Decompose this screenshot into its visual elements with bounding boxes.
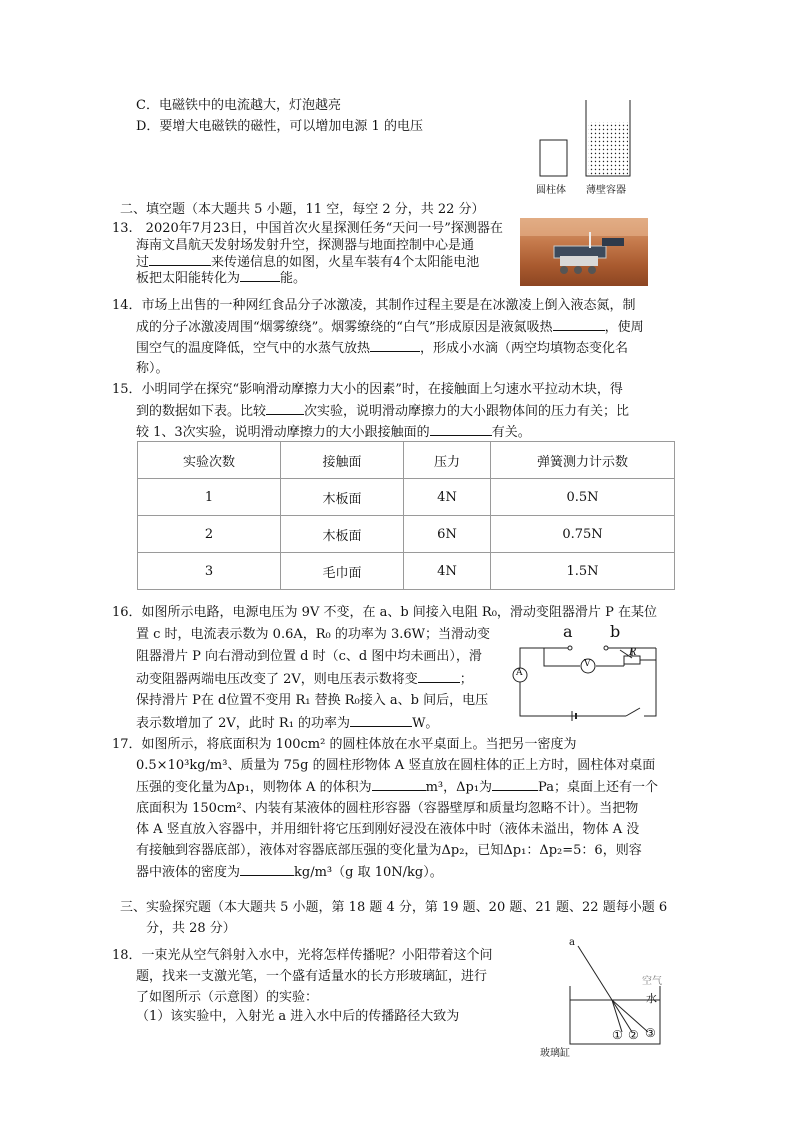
mars-rover-photo <box>520 218 648 286</box>
q13-line4-b: 能。 <box>280 271 307 286</box>
section3-title: 三、实验探究题（本大题共 5 小题，第 18 题 4 分，第 19 题、20 题、21 题、22 题每小题 6 <box>120 900 668 915</box>
q13-line2: 海南文昌航天发射场发射升空，探测器与地面控制中心是通 <box>136 238 475 253</box>
switch-lever <box>626 708 640 716</box>
container-label: 薄壁容器 <box>586 185 626 196</box>
q15-line3-b: 有关。 <box>491 425 531 440</box>
table-cell: 1 <box>138 479 281 516</box>
q18-line2: 题，找来一支激光笔，一个盛有适量水的长方形玻璃缸，进行 <box>136 969 488 984</box>
ray-label-3: ③ <box>645 1026 656 1040</box>
q17-blank1[interactable] <box>372 778 426 791</box>
q13-line4-a: 板把太阳能转化为 <box>136 271 241 286</box>
q15-blank2[interactable] <box>430 423 492 436</box>
cylinder-shape <box>540 140 567 176</box>
terminal-b <box>604 646 608 650</box>
q16-line5: 保持滑片 P在 d位置不变用 R₁ 替换 R₀接入 a、b 间后，电压 <box>136 693 489 708</box>
q14-line2 <box>136 318 644 337</box>
cylinder-label: 圆柱体 <box>536 185 566 196</box>
q14-line1: 14．市场上出售的一种网红食品分子冰激凌，其制作过程主要是在冰激凌上倒入液态氮，制 <box>112 298 636 313</box>
q17-line3-c: Pa；桌面上还有一个 <box>538 780 658 795</box>
table-cell: 1.5N <box>491 553 675 590</box>
q17-line4: 底面积为 150cm²、内装有某液体的圆柱形容器（容器壁厚和质量均忽略不计）。当把物 <box>136 801 639 816</box>
q16-line4 <box>136 670 473 689</box>
table-row <box>138 479 675 516</box>
q15-line2 <box>136 402 629 421</box>
q16-blank2[interactable] <box>350 714 412 727</box>
water-label: 水 <box>646 992 657 1005</box>
table-cell: 木板面 <box>281 479 404 516</box>
table-cell: 4N <box>404 479 491 516</box>
q16-line3: 阻器滑片 P 向右滑动到位置 d 时（c、d 图中均未画出），滑 <box>136 649 482 664</box>
q13-blank2[interactable] <box>240 269 280 282</box>
q14-line3-b: ，形成小水滴（两空均填物态变化名 <box>420 341 629 356</box>
terminal-a <box>568 646 572 650</box>
q17-line7-a: 器中液体的密度为 <box>136 865 241 880</box>
q13-line3-a: 过 <box>136 255 150 270</box>
q17-line3 <box>136 778 658 797</box>
q16-line6-a: 表示数增加了 2V，此时 R₁ 的功率为 <box>136 716 351 731</box>
q15-line2-a: 到的数据如下表。比较 <box>136 404 267 419</box>
q16-line2: 置 c 时，电流表示数为 0.6A，R₀ 的功率为 3.6W；当滑动变 <box>136 627 491 642</box>
air-label: 空气 <box>642 976 662 987</box>
table-cell: 4N <box>404 553 491 590</box>
table-cell: 木板面 <box>281 516 404 553</box>
q17-blank2[interactable] <box>492 778 538 791</box>
q17-line1: 17．如图所示，将底面积为 100cm² 的圆柱体放在水平桌面上。当把另一密度为 <box>112 737 577 752</box>
q13-line3-b: 来传递信息的如图，火星车装有4个太阳能电池 <box>211 255 480 270</box>
table-header: 接触面 <box>281 442 404 479</box>
q16-line6 <box>136 714 438 733</box>
q17-line3-a: 压强的变化量为Δp₁，则物体 A 的体积为 <box>136 780 372 795</box>
table-cell: 3 <box>138 553 281 590</box>
table-cell: 毛巾面 <box>281 553 404 590</box>
q17-line3-b: m³，Δp₁为 <box>425 780 493 795</box>
q16-line4-b: ； <box>459 672 473 687</box>
q14-line3-a: 围空气的温度降低，空气中的水蒸气放热 <box>136 341 371 356</box>
q14-line2-a: 成的分子冰激凌周围“烟雾缭绕”。烟雾缭绕的“白气”形成原因是液氮吸热 <box>136 320 553 335</box>
q15-line3-a: 较 1、3次实验，说明滑动摩擦力的大小跟接触面的 <box>136 425 430 440</box>
q16-line1: 16．如图所示电路，电源电压为 9V 不变，在 a、b 间接入电阻 R₀，滑动变阻器滑片 P 在某位 <box>112 605 657 620</box>
ray-label-a: a <box>569 937 575 948</box>
table-header: 压力 <box>404 442 491 479</box>
q14-line4: 称）。 <box>136 361 169 376</box>
ray-label-2: ② <box>628 1028 639 1042</box>
table-cell: 0.5N <box>491 479 675 516</box>
table-header-row <box>138 442 675 479</box>
incident-ray <box>578 946 612 1000</box>
q18-line3: 了如图所示（示意图）的实验： <box>136 990 319 1005</box>
q15-line2-b: 次实验，说明滑动摩擦力的大小跟物体间的压力有关；比 <box>304 404 630 419</box>
q16-blank1[interactable] <box>418 670 460 683</box>
voltmeter-label: V <box>584 659 591 669</box>
q17-line2: 0.5×10³kg/m³、质量为 75g 的圆柱形物体 A 竖直放在圆柱体的正上方时，圆柱体对桌面 <box>136 758 656 773</box>
table-cell: 0.75N <box>491 516 675 553</box>
q14-line2-b: ，使周 <box>604 320 644 335</box>
q17-line7-b: kg/m³（g 取 10N/kg）。 <box>294 865 443 880</box>
q17-line7 <box>136 863 443 882</box>
table-header: 弹簧测力计示数 <box>491 442 675 479</box>
q15-line1: 15．小明同学在探究“影响滑动摩擦力大小的因素”时，在接触面上匀速水平拉动木块，得 <box>112 382 623 397</box>
table-cell: 2 <box>138 516 281 553</box>
q13-line1: 13. 2020年7月23日，中国首次火星探测任务“天问一号”探测器在 <box>112 221 503 236</box>
circuit-diagram <box>508 628 668 724</box>
table-row <box>138 553 675 590</box>
table-header: 实验次数 <box>138 442 281 479</box>
section3-title-cont: 分，共 28 分） <box>146 921 236 936</box>
q16-line6-b: W。 <box>412 716 439 731</box>
q15-line3 <box>136 423 531 442</box>
q17-line5: 体 A 竖直放入容器中，并用细针将它压到刚好浸没在液体中时（液体未溢出，物体 A 没 <box>136 822 640 837</box>
section2-title: 二、填空题（本大题共 5 小题，11 空，每空 2 分，共 22 分） <box>120 202 485 217</box>
q13-blank1[interactable] <box>149 253 211 266</box>
table-cell: 6N <box>404 516 491 553</box>
circuit-label-a: a <box>563 622 573 641</box>
option-c: C．电磁铁中的电流越大，灯泡越亮 <box>136 98 341 113</box>
option-d: D．要增大电磁铁的磁性，可以增加电源 1 的电压 <box>136 119 423 134</box>
q13-line4 <box>136 269 306 288</box>
experiment-table <box>137 441 675 590</box>
q14-blank2[interactable] <box>370 339 420 352</box>
q18-line4: （1）该实验中，入射光 a 进入水中后的传播路径大致为 <box>136 1009 460 1024</box>
q16-line4-a: 动变阻器两端电压改变了 2V，则电压表示数将变 <box>136 672 418 687</box>
ray-label-1: ① <box>612 1028 623 1042</box>
q15-blank1[interactable] <box>266 402 304 415</box>
circuit-label-r: R <box>629 647 637 658</box>
q17-blank3[interactable] <box>240 863 294 876</box>
q14-blank1[interactable] <box>553 318 605 331</box>
q18-line1: 18．一束光从空气斜射入水中，光将怎样传播呢？小阳带着这个问 <box>112 948 493 963</box>
ammeter-label: A <box>516 668 523 678</box>
circuit-label-b: b <box>610 622 621 641</box>
table-row <box>138 516 675 553</box>
q14-line3 <box>136 339 628 358</box>
glass-label: 玻璃缸 <box>540 1048 570 1059</box>
container-liquid <box>588 122 628 176</box>
q17-line6: 有接触到容器底部），液体对容器底部压强的变化量为Δp₂，已知Δp₁：Δp₂=5：6，则容 <box>136 843 642 858</box>
